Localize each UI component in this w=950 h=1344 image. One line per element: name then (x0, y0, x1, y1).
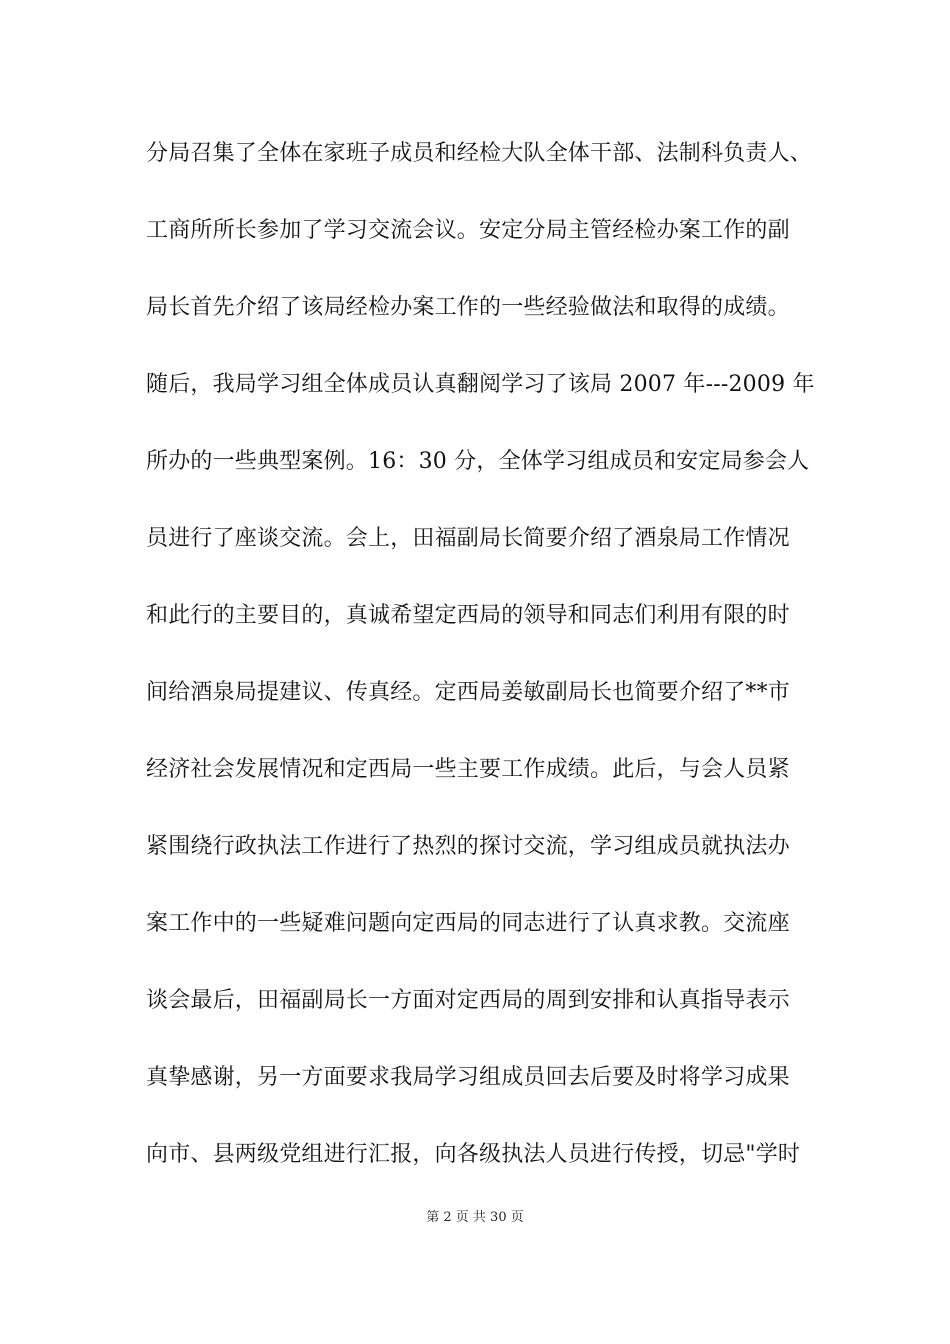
text-line: 局长首先介绍了该局经检办案工作的一些经验做法和取得的成绩。 (146, 295, 790, 320)
text-line: 分局召集了全体在家班子成员和经检大队全体干部、法制科负责人、 (146, 141, 813, 166)
text-line: 工商所所长参加了学习交流会议。安定分局主管经检办案工作的副 (146, 218, 790, 243)
text-line: 经济社会发展情况和定西局一些主要工作成绩。此后，与会人员紧 (146, 757, 790, 782)
text-line: 间给酒泉局提建议、传真经。定西局姜敏副局长也简要介绍了**市 (146, 680, 791, 705)
text-line: 案工作中的一些疑难问题向定西局的同志进行了认真求教。交流座 (146, 911, 790, 936)
text-line: 谈会最后，田福副局长一方面对定西局的周到安排和认真指导表示 (146, 988, 790, 1013)
text-line: 所办的一些典型案例。16：30 分，全体学习组成员和安定局参会人 (146, 449, 810, 474)
page-footer: 第 2 页 共 30 页 (426, 1210, 524, 1225)
text-line: 真挚感谢，另一方面要求我局学习组成员回去后要及时将学习成果 (146, 1065, 790, 1090)
text-line: 随后，我局学习组全体成员认真翻阅学习了该局 2007 年---2009 年 (146, 372, 815, 397)
body-text (146, 128, 846, 1206)
text-line: 向市、县两级党组进行汇报，向各级执法人员进行传授，切忌"学时 (146, 1142, 801, 1167)
text-line: 和此行的主要目的，真诚希望定西局的领导和同志们利用有限的时 (146, 603, 790, 628)
text-line: 员进行了座谈交流。会上，田福副局长简要介绍了酒泉局工作情况 (146, 526, 790, 551)
text-line: 紧围绕行政执法工作进行了热烈的探讨交流，学习组成员就执法办 (146, 834, 790, 859)
